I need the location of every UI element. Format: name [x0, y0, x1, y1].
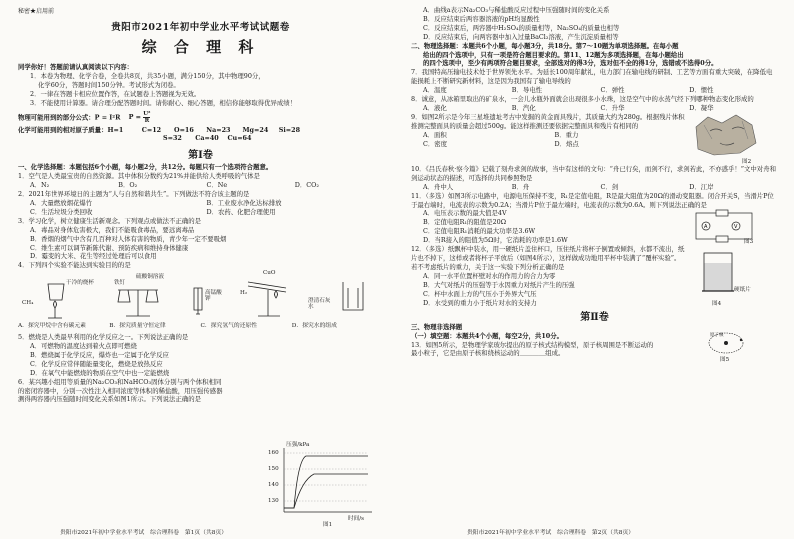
chem-mass-label: 化学可能用到的相对原子质量：H=1	[18, 125, 124, 134]
juan-1-title: 第Ⅰ卷	[188, 150, 213, 162]
q5-option-b: B．燃烧属于化学反应，爆炸也一定属于化学反应	[30, 350, 169, 359]
q11-option-c: C．定值电阻R₁消耗的最大功率是3.6W	[423, 227, 536, 236]
q11-option-d: D．当R接入的阻值为5Ω时，它消耗的功率是1.6W	[423, 236, 568, 245]
notice-1b: 化学60分，答题时间150分钟。考试形式为闭卷。	[38, 80, 180, 89]
chart-curve-b	[284, 474, 368, 508]
chart-y-title: 压强/kPa	[286, 442, 310, 448]
figure-5-nucleus-label: 原子核	[710, 332, 724, 338]
section1-heading: 一、化学选择题：本题包括6个小题，每小题2分，共12分。每题只有一个选项符合题意。	[18, 163, 273, 172]
chart-caption: 图1	[323, 522, 333, 528]
q3: 3．学习化学，树立健康生活新观念。下列观点或做法不正确的是	[18, 216, 202, 225]
q5-option-d: D．在氧气中能燃烧的物质在空气中也一定能燃烧	[30, 368, 170, 377]
figure-5-caption: 图5	[720, 356, 730, 363]
q4-caption-d: D．探究水的组成	[291, 323, 337, 330]
apparatus-c	[194, 288, 202, 314]
formula-numerator: U²	[143, 110, 151, 117]
q4-caption-a: A．探究甲烷中含有碳元素	[18, 323, 86, 330]
q8: 8．诚意，从冰箱里取出的矿泉水，一会儿水瓶外面就会出现很多小水珠，这是空气中的水蒸气经下列哪种物态变化形成的	[411, 95, 754, 104]
q12-option-c: C．杯中水面上方的气压小于外界大气压	[423, 289, 537, 298]
q12-option-d: D．水受到的重力小于纸片对水的支持力	[423, 298, 537, 307]
q9-option-c: C．密度	[423, 139, 448, 148]
q10: 10．《吕氏春秋·察今篇》记载了刻舟求剑的故事，当中有这样的文句：“舟已行矣，而剑不行，求剑若此，不亦惑乎！”文中对舟和剑运动状态的描述，可选择的共同参照物是	[411, 164, 776, 182]
q11: 11．（多选）如图3所示电路中，电源电压保持不变，R₁是定值电阻，R是最大阻值为20Ω的滑动变阻器。闭合开关S，当滑片P位于最右端时，电流表的示数为0.2A；当滑片P位于最左端时，电流表的示数为0.6A。则下列说法正确的是	[411, 191, 774, 209]
fig-label-kmno4: 高锰酸钾	[205, 290, 222, 303]
apparatus-a	[48, 284, 64, 318]
chart-ytick-130: 130	[268, 498, 279, 504]
q12: 12．（多选）纸飘杯中装水，用一硬纸片盖住杯口，压住纸片将杯子倒置或倾斜，水都不流出，纸片也不掉下，这样或者将杯子平放后（如图4所示），这样做成功地用平杯中装满了“覆杯实验”。若不考虑纸片的重力，关于这一实验下列分析正确的是	[411, 245, 685, 272]
q6-option-c: C．反应结束后，两容器中H₂SO₄的质量相等，Na₂SO₄的质量也相等	[423, 23, 620, 32]
q8-option-d: D．凝华	[689, 103, 714, 112]
figure-2-caption: 图2	[742, 158, 752, 165]
q3-option-c: C．维生素可以调节新陈代谢、预防疾病和维持身体健康	[30, 243, 189, 252]
q10-option-b: B．舟	[511, 182, 530, 191]
right-footer: 贵阳市2021年初中学业水平考试 综合理科卷 第2页（共8页）	[467, 530, 635, 536]
apparatus-d	[343, 282, 363, 310]
q4-apparatus-drawing	[18, 270, 383, 322]
notice-1: 1．本卷为物理、化学合卷，全卷共8页，共35小题，满分150分，其中物理90分，	[30, 71, 265, 80]
fig-label-ch4: CH₄	[22, 300, 34, 307]
q2-option-a: A．大量燃放烟花爆竹	[30, 198, 93, 207]
q7-option-a: A．温度	[423, 86, 447, 95]
q4-figures	[18, 270, 383, 322]
figure-3-caption: 图3	[744, 239, 754, 246]
q1: 1．空气是人类最宝贵的自然资源。其中体积分数约为21%并能供给人类呼吸的气体是	[18, 172, 260, 181]
phys-formula-label: 物理可能用到的部分公式：P = I²R	[18, 113, 121, 122]
chart-ytick-140: 140	[268, 482, 279, 488]
gold-mask-image	[692, 113, 762, 157]
q8-option-a: A．液化	[423, 103, 447, 112]
subject-title: 综 合 理 科	[141, 38, 260, 56]
svg-text:A: A	[704, 224, 708, 231]
mass-si: Si=28	[278, 125, 301, 134]
q7-options	[411, 86, 778, 95]
q12-option-b: B．大气对纸片的压强等于水因重力对纸片产生的压强	[423, 281, 575, 290]
q10-option-d: D．江岸	[689, 182, 714, 191]
q10-options	[411, 183, 778, 192]
mass-c: C=12	[141, 125, 162, 134]
q2-option-d: D．农药、化肥合理使用	[206, 207, 276, 216]
figure-1-chart	[268, 440, 378, 528]
q2: 2．2021年世界环境日的主题为“人与自然和谐共生”。下列做法不符合该主题的是	[18, 190, 250, 199]
phys-formula-line	[18, 111, 383, 124]
mass-mg: Mg=24	[242, 125, 269, 134]
section3-heading: 三、物理非选择题	[411, 322, 463, 331]
notice-heading: 同学你好！答题前请认真阅读以下内容：	[18, 63, 134, 71]
q4-caption-b: B．探究质量守恒定律	[109, 323, 166, 330]
q6-line-2: 的密闭容器中，分别一次性注入相同浓度等体积的稀盐酸，用压强传感器	[18, 386, 223, 395]
q5: 5．燃烧是人类最早利用的化学反应之一。下列说法正确的是	[18, 333, 189, 342]
q9-option-a: A．面积	[423, 130, 447, 139]
chart-ytick-160: 160	[268, 450, 279, 456]
fig-label-nail: 铁钉	[114, 280, 126, 287]
juan-2-title: 第Ⅱ卷	[580, 311, 609, 323]
q7: 7．我国特高压输电技术处于世界领先水平。为延长100周年献礼，电力部门在输电线的研制、工艺等方面有重大突破，在降低电能损耗上不断研究新材料，这是因为我国有了输电导线的	[411, 68, 773, 86]
q6-line-1: 6．某兴趣小组用等质量的Na₂CO₃和NaHCO₃固体分别与两个体积相同	[18, 377, 222, 386]
q2-option-c: C．生活垃圾分类回收	[30, 207, 93, 216]
q7-option-b: B．导电性	[511, 86, 543, 95]
q5-option-a: A．可燃物的温度达到着火点即可燃烧	[30, 342, 137, 351]
q3-option-a: A．毒品对身体危害极大，我们不能吸食毒品，要远离毒品	[30, 225, 195, 234]
q11-option-a: A．电压表示数的最大值是4V	[423, 209, 507, 218]
q9: 9．如图2所示是今年三星堆遗址考古中发掘的黄金面具残片，其质量大约为280g。根据残片体积推测完整面具的质量会超过500g。能这样推测还要依据完整面具和残片有相同的	[411, 112, 685, 130]
secret-mark: 秘密★启用前	[18, 8, 55, 15]
q9-text	[411, 113, 686, 165]
chart-x-title: 时间/s	[348, 516, 364, 522]
q10-option-a: A．舟中人	[423, 182, 454, 191]
q6-option-a: A．曲线a表示Na₂CO₃与稀盐酸反应过程中压强随时间的变化关系	[423, 6, 610, 14]
section2-heading-1: 二、物理选择题：本题共6个小题，每小题3分，共18分。第7～10题为单项选择题。在每小题	[411, 41, 679, 50]
chart-ytick-150: 150	[268, 466, 279, 472]
q1-options	[18, 181, 383, 190]
fig-label-cuso4: 硫酸铜溶液	[136, 274, 164, 281]
q3-option-d: D．霉变的大米、花生等经过处理后可以食用	[30, 252, 157, 261]
mass-ca: Ca=40	[195, 134, 219, 143]
q9-options-row2	[411, 140, 686, 149]
mass-cu: Cu=64	[227, 134, 252, 143]
q6-line-3: 测得两容器内压强随时间变化关系如图1所示。下列说法正确的是	[18, 395, 202, 404]
figure-5	[696, 331, 756, 363]
q8-option-b: B．汽化	[511, 103, 536, 112]
fig-label-h2: H₂	[240, 290, 248, 297]
q2-options-row2	[18, 208, 383, 217]
q9-option-d: D．熔点	[554, 139, 579, 148]
phys-formula-p: P =	[128, 113, 142, 122]
q9-option-b: B．重力	[554, 130, 579, 139]
q11-block	[411, 209, 778, 245]
q12-text	[411, 245, 686, 307]
q13-text	[411, 341, 696, 359]
phys-formula-fraction	[143, 111, 150, 124]
q11-option-b: B．定值电阻R₁的阻值是20Ω	[423, 218, 507, 227]
apparatus-c2	[248, 282, 286, 316]
q12-block	[411, 245, 778, 307]
q5-options	[18, 342, 273, 404]
mass-s: S=32	[163, 134, 182, 143]
notice-3: 3．不能使用计算器。请合理分配答题时间。请你耐心、细心答题，相信你能够取得优异成绩！	[30, 98, 297, 107]
q8-option-c: C．升华	[600, 103, 625, 112]
q6-option-b: B．反应结束后两容器溶液的pH均显酸性	[423, 14, 540, 23]
q1-option-b: B．O₂	[118, 181, 138, 190]
formula-denominator: R	[144, 117, 150, 124]
figure-2	[686, 113, 766, 165]
q5-option-c: C．化学反应常伴随能量变化，燃烧是放热反应	[30, 359, 163, 368]
q9-options-row1	[411, 131, 686, 140]
fig-label-cuo: CuO	[263, 270, 276, 277]
figure-4-card-label: 硬纸片	[734, 287, 751, 294]
q8-options	[411, 104, 778, 113]
mass-na: Na=23	[206, 125, 231, 134]
q2-option-b: B．工业废水净化达标排放	[206, 198, 282, 207]
svg-text:V: V	[734, 224, 738, 231]
q4-captions	[18, 322, 383, 331]
q3-option-b: B．香烟的烟气中含有几百种对人体有害的物质，青少年一定不要吸烟	[30, 234, 227, 243]
q12-option-a: A．同一水平位置杯壁对水的作用力的合力为零	[423, 272, 556, 281]
q7-option-c: C．弹性	[600, 86, 625, 95]
fig-label-limewater: 澄清石灰水	[308, 298, 331, 311]
figure-4-caption: 图4	[712, 301, 722, 308]
exam-title: 贵阳市2021年初中学业水平考试试题卷	[111, 22, 290, 33]
q13: 13．如图5所示，是物理学家玻尔提出的原子核式结构模型，原子核周围是不断运动的	[411, 340, 654, 349]
q7-option-d: D．惯性	[689, 86, 714, 95]
q10-option-c: C．剑	[600, 182, 619, 191]
q1-option-a: A．N₂	[30, 181, 50, 190]
apparatus-b	[118, 290, 158, 316]
q9-block	[411, 113, 778, 165]
q4: 4．下列四个实验不能达到实验目的的是	[18, 261, 131, 270]
q2-options-row1	[18, 199, 383, 208]
section2-heading-2: 给出的四个选项中，只有一项是符合题目要求的。第11、12题为多项选择题，在每小题给出	[423, 50, 684, 59]
mass-o: O=16	[174, 125, 194, 134]
q13-blank: 最小粒子，它是由原子核和绕核运动的＿＿＿＿组成。	[411, 349, 565, 358]
left-footer: 贵阳市2021年初中学业水平考试 综合理科卷 第1页（共8页）	[60, 530, 228, 536]
fill-blank-heading: （一）填空题：本题共4个小题，每空2分，共10分。	[411, 331, 563, 340]
q11-options	[411, 209, 686, 245]
q1-option-c: C．Ne	[206, 181, 228, 190]
right-page	[397, 0, 794, 539]
figure-3	[686, 209, 766, 245]
q6-option-d: D．反应结束后，向两容器中加入过量BaCl₂溶液，产生沉淀质量相等	[423, 32, 619, 41]
notice-2: 2．一律在答题卡相应位置作答，在试题卷上答题视为无效。	[30, 89, 201, 98]
q4-caption-c: C．探究氢气的还原性	[200, 323, 258, 330]
section2-heading-3: 的四个选项中，至少有两项符合题目要求，全部选对的得3分，选对但不全的得1分，选错或不选得0分。	[423, 59, 718, 68]
chem-mass-line	[18, 126, 383, 135]
fig-label-beaker: 干冷的烧杯	[66, 280, 94, 287]
q1-option-d: D．CO₂	[294, 181, 319, 190]
chem-mass-line-2	[18, 134, 383, 143]
figure-4	[686, 245, 766, 307]
